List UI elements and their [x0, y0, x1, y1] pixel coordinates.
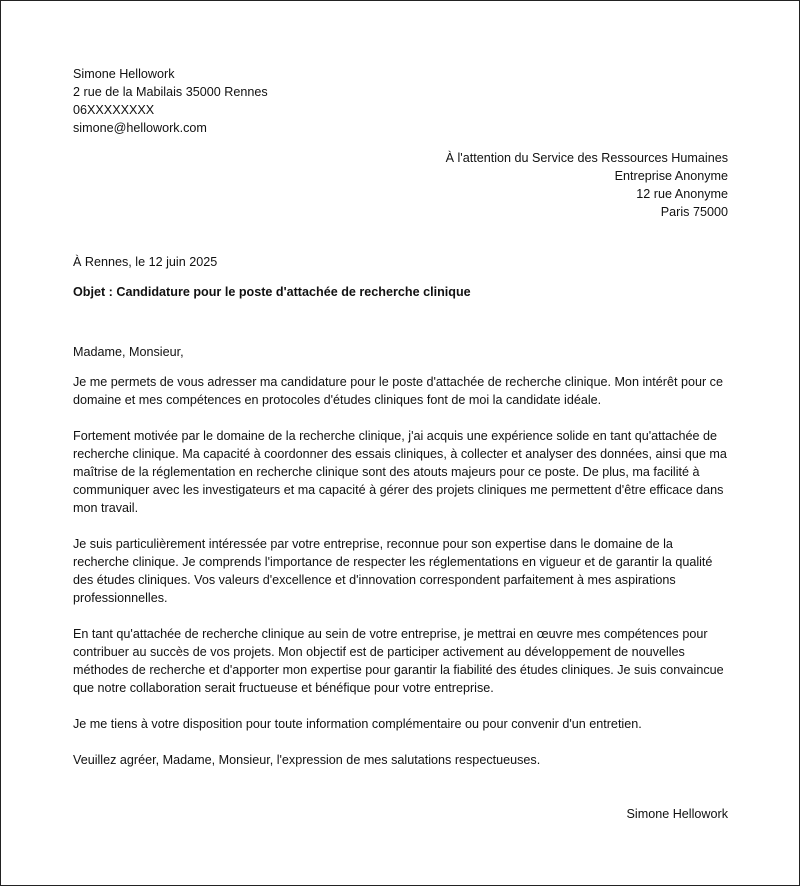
cover-letter	[73, 65, 728, 823]
letter-date: À Rennes, le 12 juin 2025	[73, 255, 218, 269]
sender-name: Simone Hellowork	[73, 67, 175, 81]
recipient-block	[73, 149, 728, 221]
salutation: Madame, Monsieur,	[73, 345, 184, 359]
recipient-city: Paris 75000	[660, 205, 728, 219]
sender-address: 2 rue de la Mabilais 35000 Rennes	[73, 85, 268, 99]
letter-subject: Objet : Candidature pour le poste d'attachée de recherche clinique	[73, 285, 471, 299]
paragraph-intro: Je me permets de vous adresser ma candidature pour le poste d'attachée de recherche clinique. Mon intérêt pour ce domaine et mes compétences en protocoles d'études cliniques font de moi la candidate idéale.	[73, 375, 723, 407]
paragraph-experience: Fortement motivée par le domaine de la recherche clinique, j'ai acquis une expérience solide en tant qu'attachée de recherche clinique. Ma capacité à coordonner des essais cliniques, à collecter et analyser des données, ainsi que ma maîtrise de la réglementation en recherche clinique sont des atouts majeurs pour ce poste. De plus, ma facilité à communiquer avec les investigateurs et ma capacité à gérer des projets cliniques me permettent d'être efficace dans mon travail.	[73, 429, 727, 515]
sender-email: simone@hellowork.com	[73, 121, 207, 135]
recipient-street: 12 rue Anonyme	[636, 187, 728, 201]
sender-phone: 06XXXXXXXX	[73, 103, 155, 117]
sender-block	[73, 65, 728, 137]
paragraph-company: Je suis particulièrement intéressée par votre entreprise, reconnue pour son expertise dans le domaine de la recherche clinique. Je comprends l'importance de respecter les réglementations en vigueur et de garantir la qualité des études cliniques. Vos valeurs d'excellence et d'innovation correspondent parfaitement à mes aspirations professionnelles.	[73, 537, 713, 605]
paragraph-closing: Veuillez agréer, Madame, Monsieur, l'expression de mes salutations respectueuses.	[73, 753, 541, 767]
recipient-company: Entreprise Anonyme	[614, 169, 728, 183]
paragraph-availability: Je me tiens à votre disposition pour toute information complémentaire ou pour convenir d'un entretien.	[73, 717, 642, 731]
signature: Simone Hellowork	[626, 807, 728, 821]
paragraph-contribution: En tant qu'attachée de recherche clinique au sein de votre entreprise, je mettrai en œuvre mes compétences pour contribuer au succès de vos projets. Mon objectif est de participer activement au développement de nouvelles méthodes de recherche et d'apporter mon expertise pour garantir la fiabilité des études cliniques. Je suis convaincue que notre collaboration serait fructueuse et bénéfique pour votre entreprise.	[73, 627, 724, 695]
recipient-attention: À l'attention du Service des Ressources Humaines	[445, 151, 728, 165]
